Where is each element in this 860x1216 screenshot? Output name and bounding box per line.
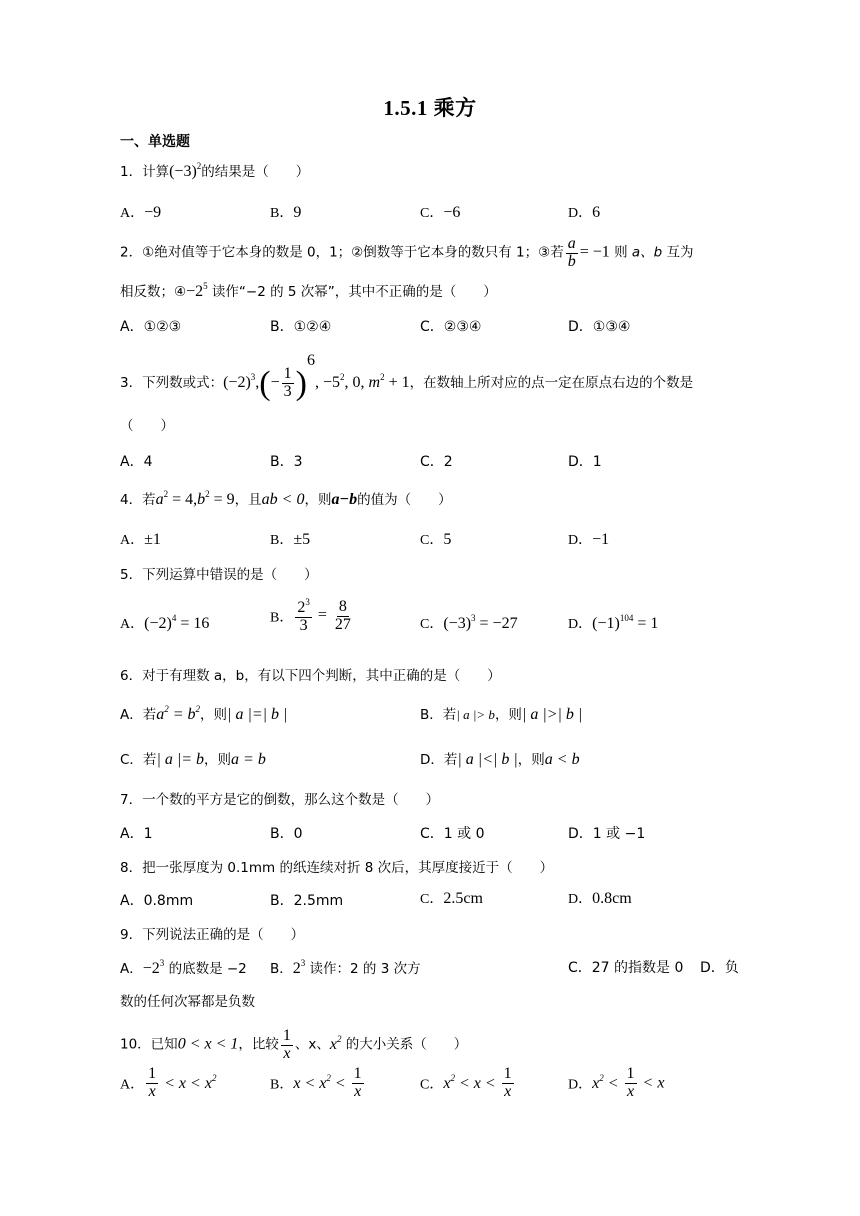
section-heading: 一、单选题 [120,134,190,150]
q6-option-a[interactable]: A．若$a^2 = b^2$，则| a |=| b | [120,704,288,723]
q2-option-b[interactable]: B．①②④ [270,319,332,335]
question-9: 9．下列说法正确的是（ ） [120,927,305,943]
question-2-line-2: 相反数；$④-2^5$ 读作“−2 的 5 次幂”，其中不正确的是（ ） [120,281,497,300]
q2-fraction: $\frac{a}{b}$ [567,235,576,270]
q5-option-b[interactable]: B． $\frac{2^3}{3}$ = $\frac{8}{27}$ [270,597,351,634]
q4-option-c[interactable]: C．5 [420,531,452,548]
q1-expr: $(-3)^2$ [169,161,202,180]
q7-option-b[interactable]: B．0 [270,826,303,842]
q5-option-c[interactable]: C．$(-3)^3 = -27$ [420,613,518,632]
question-3-bracket: （ ） [120,418,174,434]
question-7: 7．一个数的平方是它的倒数，那么这个数是（ ） [120,792,440,808]
q8-option-c[interactable]: C．2.5cm [420,890,483,907]
q9-option-a[interactable]: A．$-2^3$ 的底数是 −2 [120,958,247,977]
q1-option-b[interactable]: B．9 [270,204,302,221]
q9-option-b[interactable]: B．$2^3$ 读作：2 的 3 次方 [270,958,421,977]
q4-option-a[interactable]: A．±1 [120,531,161,548]
q2-option-a[interactable]: A．①②③ [120,319,182,335]
q6-option-b[interactable]: B．若| a |> b，则| a |>| b | [420,706,583,723]
q9-option-d-continued: 数的任何次幂都是负数 [120,994,255,1010]
q4-option-b[interactable]: B．±5 [270,531,311,548]
question-10: 10．已知0 < x < 1，比较 $\frac{1}{x}$ 、x、$x^2$ 的大小关系（ ） [120,1027,468,1062]
question-6: 6．对于有理数 a，b，有以下四个判断，其中正确的是（ ） [120,668,501,684]
q5-option-a[interactable]: A．$(-2)^4 = 16$ [120,613,210,632]
page-title: 1.5.1 乘方 [383,96,477,120]
q10-option-a[interactable]: A． $\frac{1}{x}$ < $x < x^2$ [120,1065,217,1100]
q7-option-c[interactable]: C．1 或 0 [420,826,485,842]
q10-option-b[interactable]: B．$x < x^2$ < $\frac{1}{x}$ [270,1065,362,1100]
question-8: 8．把一张厚度为 0.1mm 的纸连续对折 8 次后，其厚度接近于（ ） [120,860,554,876]
q3-option-c[interactable]: C．2 [420,454,453,470]
q2-option-c[interactable]: C．②③④ [420,319,482,335]
q6-option-d[interactable]: D．若| a |<| b |，则a < b [420,751,580,768]
q6-option-c[interactable]: C．若| a |= b，则a = b [120,751,266,768]
q7-option-d[interactable]: D．1 或 −1 [568,826,646,842]
q2-option-d[interactable]: D．①③④ [568,319,631,335]
q9-option-d[interactable]: D．负 [700,960,739,976]
q1-option-c[interactable]: C．−6 [420,204,461,221]
q8-option-d[interactable]: D．0.8cm [568,890,632,907]
question-1: 1．计算$(-3)^2$的结果是（ ） [120,161,310,180]
q3-option-d[interactable]: D．1 [568,454,602,470]
q10-option-c[interactable]: C．$x^2 < x$ < $\frac{1}{x}$ [420,1065,512,1100]
q8-option-b[interactable]: B．2.5mm [270,893,344,909]
question-4: 4．若$a^2 = 4,b^2 = 9$，且ab < 0，则a−b的值为（ ） [120,489,452,508]
q8-option-a[interactable]: A．0.8mm [120,893,194,909]
q3-option-b[interactable]: B．3 [270,454,303,470]
q9-option-c[interactable]: C．27 的指数是 0 [568,960,684,976]
q10-option-d[interactable]: D．$x^2$ < $\frac{1}{x}$ < x [568,1065,665,1100]
q3-option-a[interactable]: A．4 [120,454,153,470]
q4-option-d[interactable]: D．−1 [568,531,610,548]
q1-option-d[interactable]: D．6 [568,204,601,221]
q1-option-a[interactable]: A．−9 [120,204,162,221]
q5-option-d[interactable]: D．$(-1)^{104} = 1$ [568,613,659,632]
question-2-line-1: 2．①绝对值等于它本身的数是 0，1；②倒数等于它本身的数只有 1；③若 $\frac{a}{b}$ = −1 则 a、b 互为 [120,235,694,270]
q7-option-a[interactable]: A．1 [120,826,153,842]
question-3: 3．下列数或式：$(-2)^3,(-$ $\frac{1}{3}$ )$^6$, $-5^2$, 0, $m^2 + 1$，在数轴上所对应的点一定在原点右边的个数是 [120,352,694,402]
question-5: 5．下列运算中错误的是（ ） [120,567,318,583]
